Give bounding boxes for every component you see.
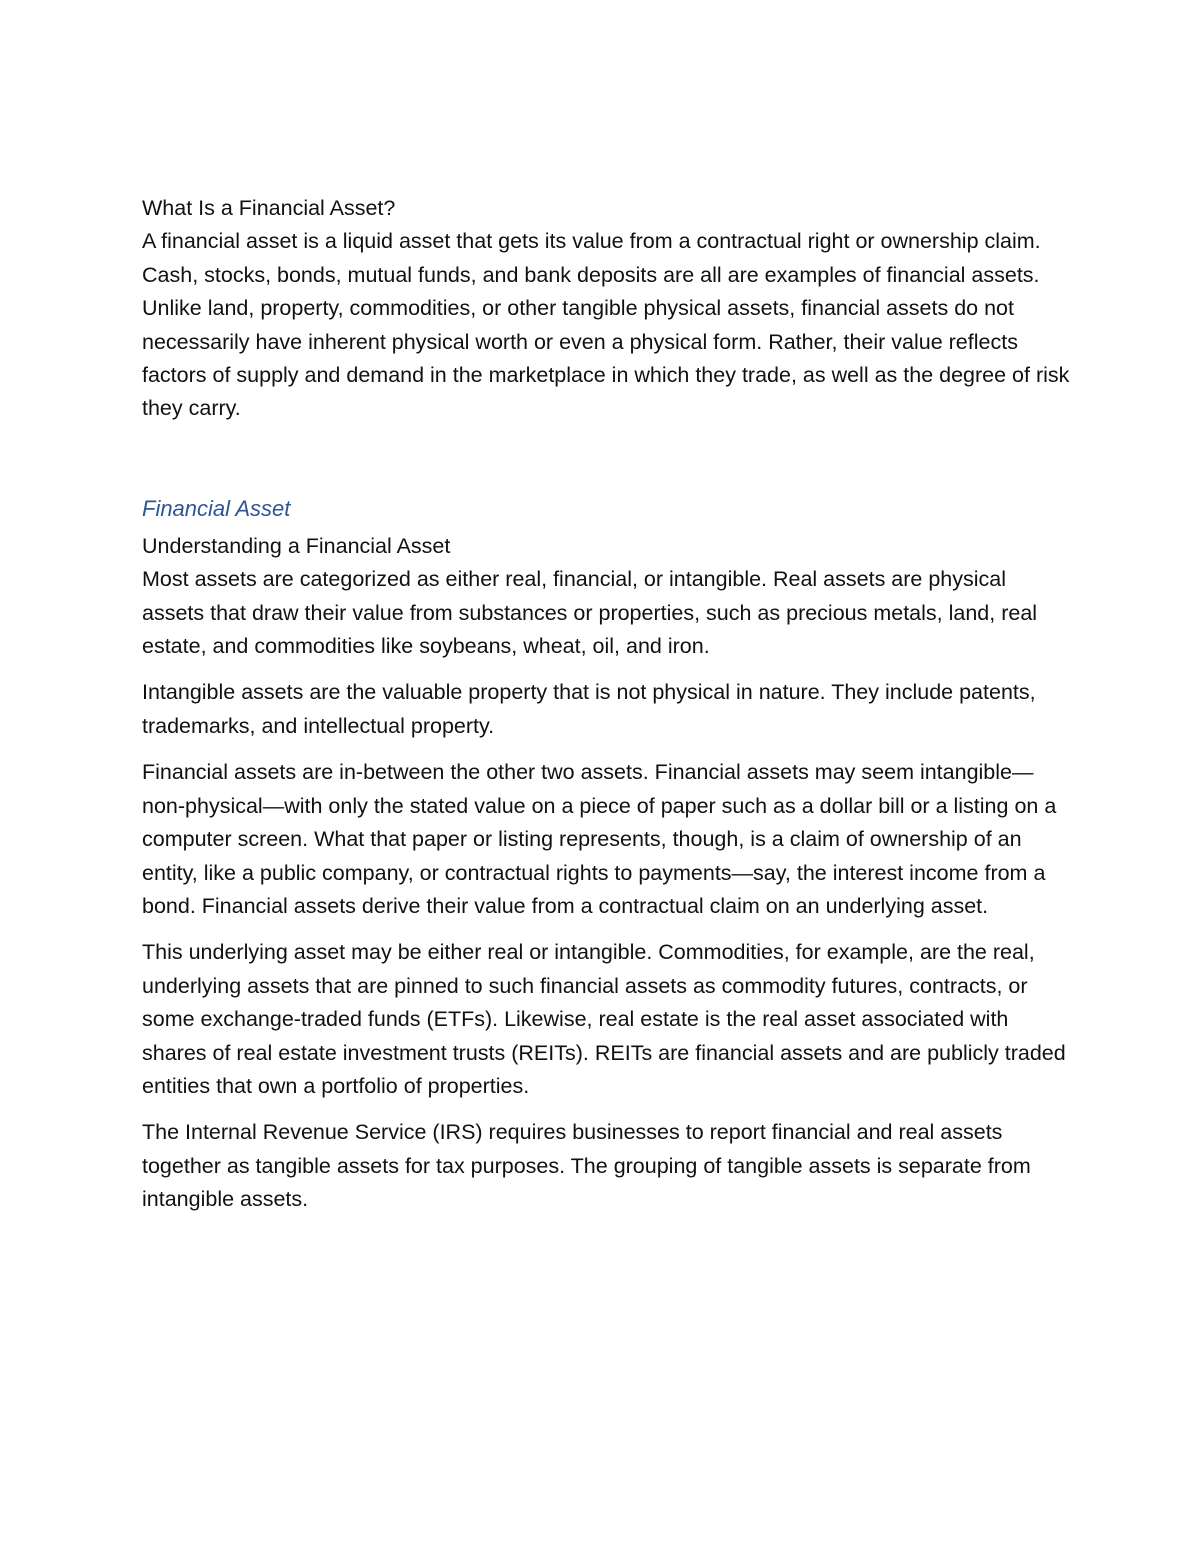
- section-heading: Financial Asset: [142, 495, 291, 521]
- body-paragraph-1: Most assets are categorized as either real, financial, or intangible. Real assets are physical assets that draw their value from substances or properties, such as precious metals, land, real estate, and commodities like soybeans, wheat, oil, and iron.: [142, 567, 1038, 659]
- intro-paragraph: A financial asset is a liquid asset that gets its value from a contractual right or ownership claim. Cash, stocks, bonds, mutual funds, and bank deposits are all are examples of financial assets. Unlike land, property, commodities, or other tangible physical assets, financial assets do not necessarily have inherent physical worth or even a physical form. Rather, their value reflects factors of supply and demand in the marketplace in which they trade, as well as the degree of risk they carry.: [142, 229, 1070, 421]
- document-body: [142, 192, 1072, 1217]
- document-title: What Is a Financial Asset?: [142, 196, 396, 220]
- subheading: Understanding a Financial Asset: [142, 533, 451, 558]
- body-paragraph-5: The Internal Revenue Service (IRS) requires businesses to report financial and real assets together as tangible assets for tax purposes. The grouping of tangible assets is separate from intangible assets.: [142, 1120, 1031, 1212]
- body-paragraph-3: Financial assets are in-between the other two assets. Financial assets may seem intangible—non-physical—with only the stated value on a piece of paper such as a dollar bill or a listing on a computer screen. What that paper or listing represents, though, is a claim of ownership of an entity, like a public company, or contractual rights to payments—say, the interest income from a bond. Financial assets derive their value from a contractual claim on an underlying asset.: [142, 760, 1057, 918]
- body-paragraph-2: Intangible assets are the valuable property that is not physical in nature. They include patents, trademarks, and intellectual property.: [142, 680, 1036, 738]
- body-paragraph-4: This underlying asset may be either real or intangible. Commodities, for example, are the real, underlying assets that are pinned to such financial assets as commodity futures, contracts, or some exchange-traded funds (ETFs). Likewise, real estate is the real asset associated with shares of real estate investment trusts (REITs). REITs are financial assets and are publicly traded entities that own a portfolio of properties.: [142, 940, 1066, 1098]
